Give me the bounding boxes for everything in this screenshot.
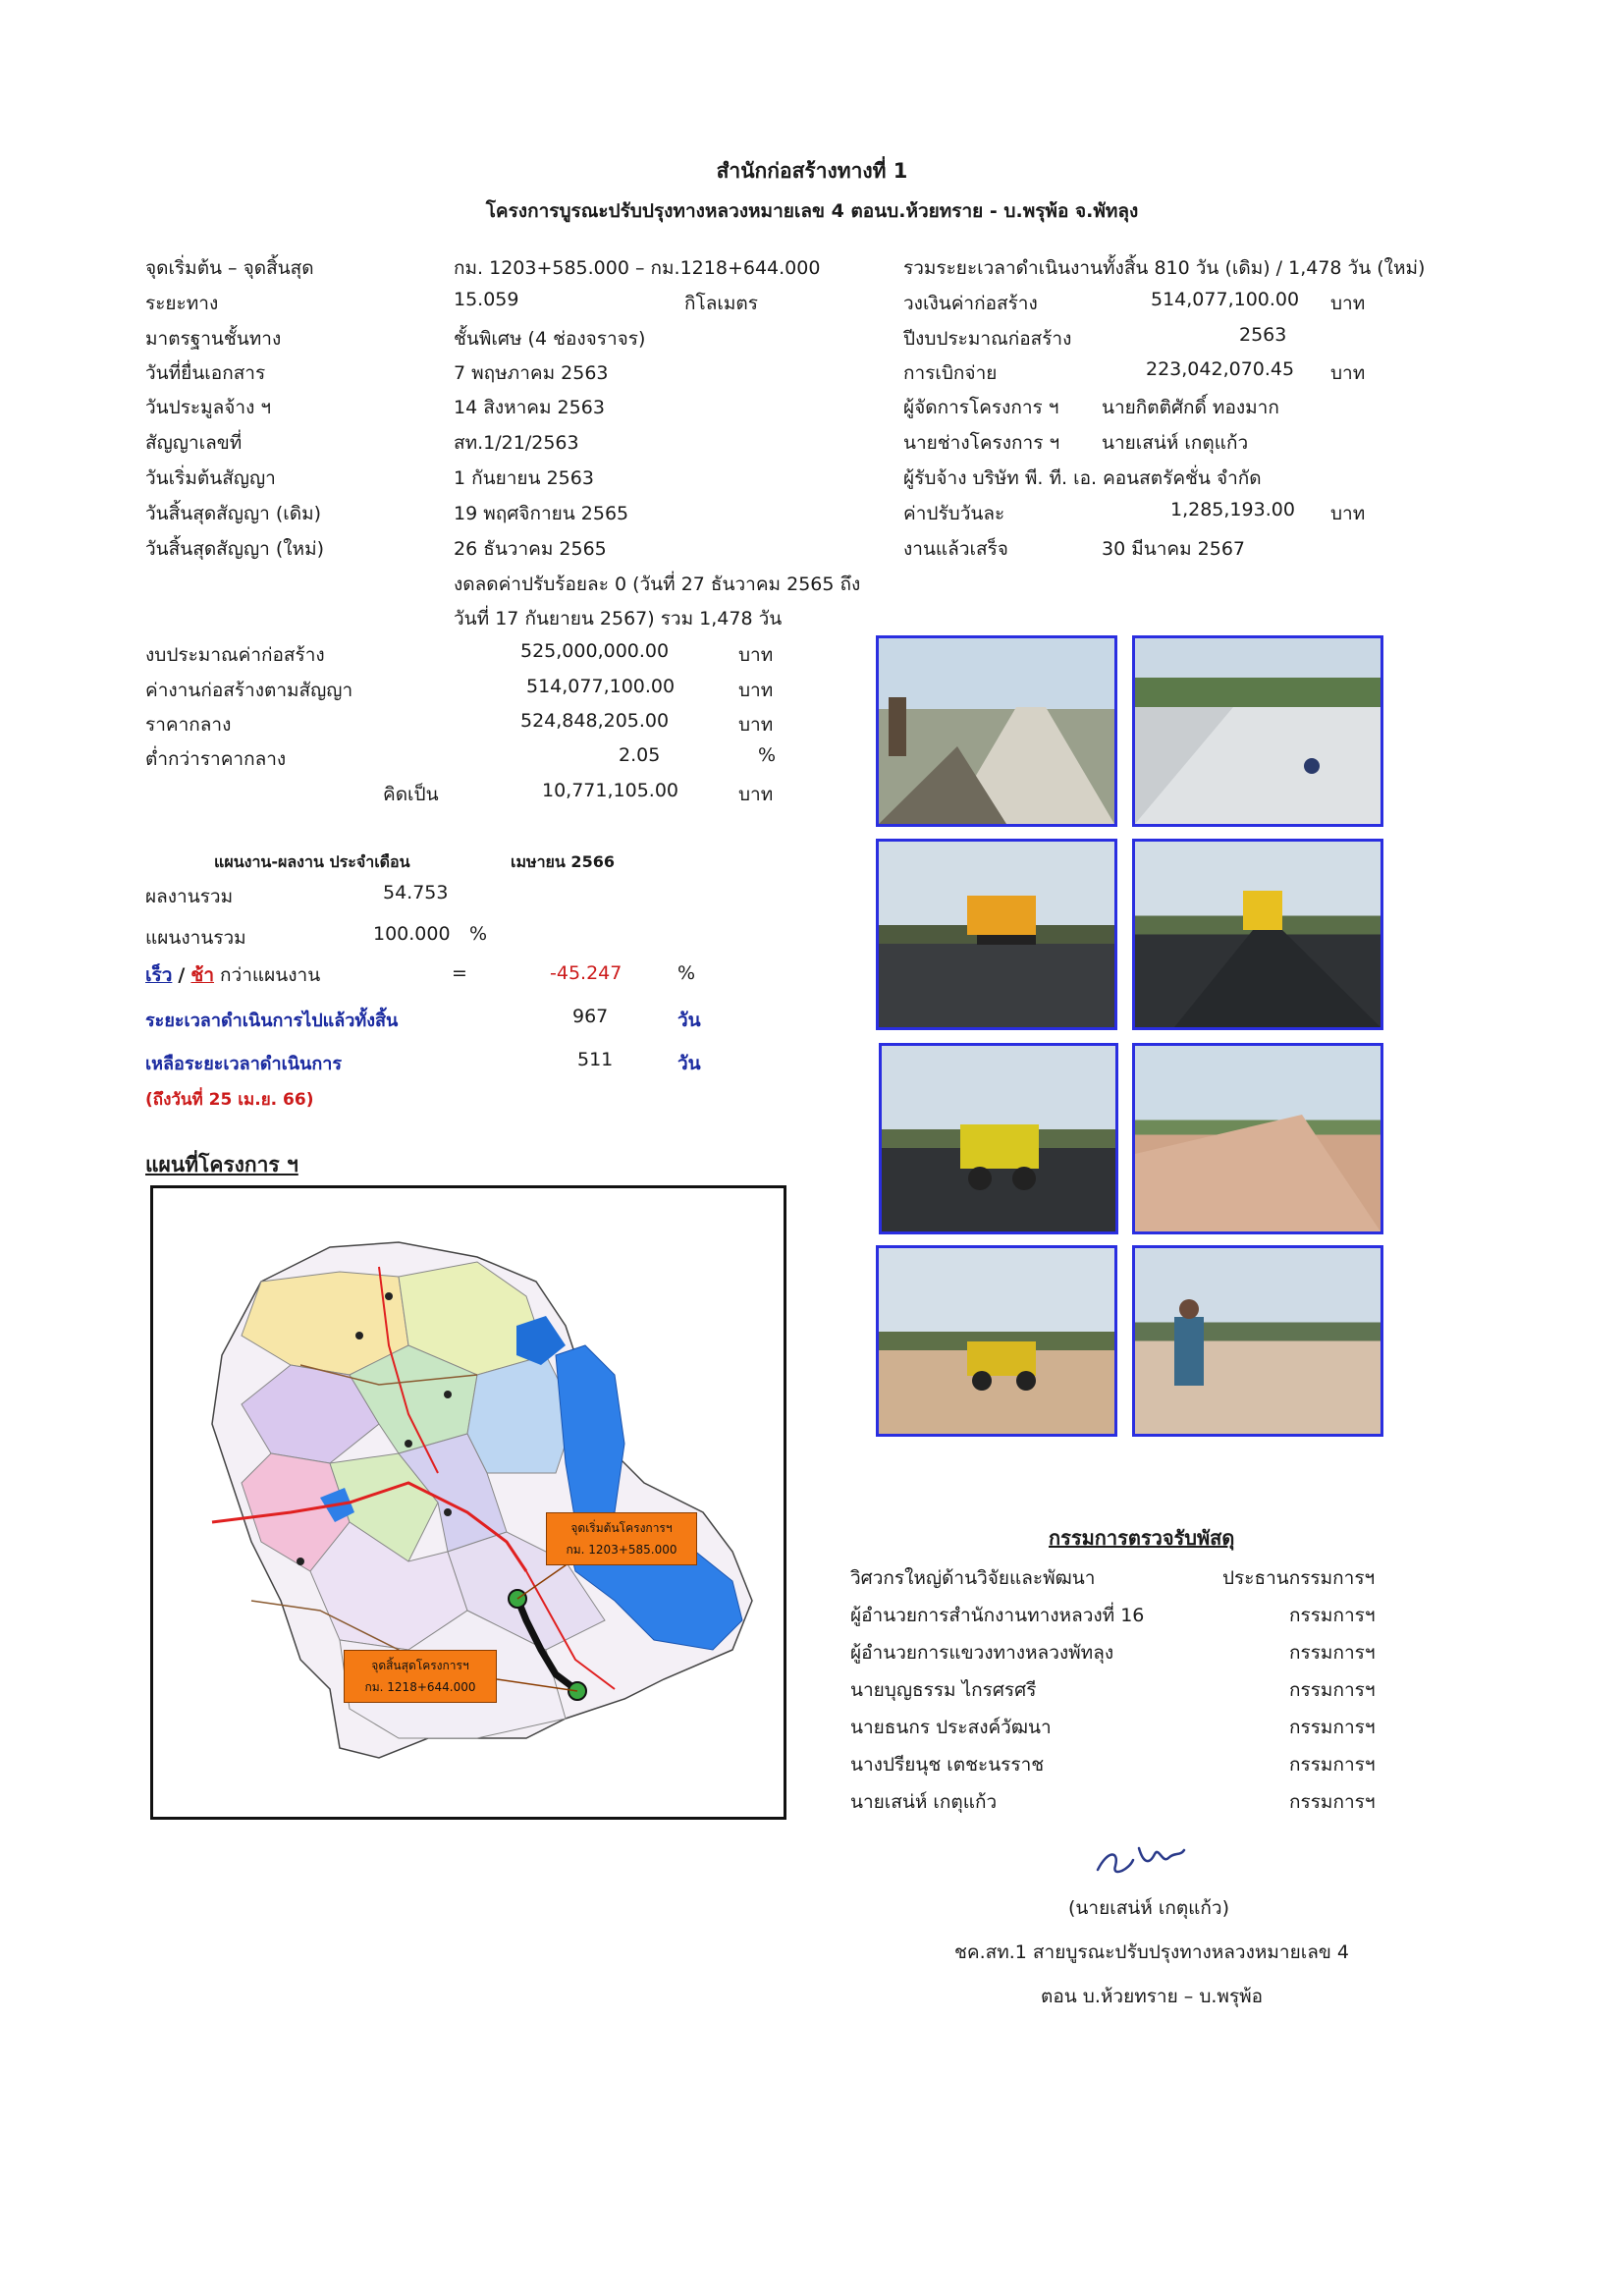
start-km: กม. 1203+585.000 (566, 1543, 677, 1557)
slow-label: ช้า (190, 964, 214, 986)
committee-member-role: กรรมการฯ (1289, 1679, 1376, 1701)
right-info-unit: บาท (1330, 293, 1366, 314)
budget-value: 10,771,105.00 (542, 780, 679, 801)
right-info-label: นายช่างโครงการ ฯ (903, 432, 1060, 454)
remain-label: เหลือระยะเวลาดำเนินการ (145, 1054, 343, 1074)
committee-member-name: ผู้อำนวยการแขวงทางหลวงพัทลุง (850, 1642, 1114, 1664)
budget-value: 514,077,100.00 (526, 676, 676, 697)
remain-unit: วัน (677, 1053, 701, 1074)
left-info-label: สัญญาเลขที่ (145, 432, 243, 454)
right-info-value: 30 มีนาคม 2567 (1102, 538, 1246, 560)
signature-image (1090, 1836, 1208, 1888)
left-info-label: วันที่ยื่นเอกสาร (145, 362, 266, 384)
diff-unit: % (677, 962, 696, 984)
construction-photo-5 (879, 1043, 1118, 1234)
plan-unit: % (469, 923, 488, 945)
elapsed-unit: วัน (677, 1010, 701, 1031)
committee-member-name: นายเสน่ห์ เกตุแก้ว (850, 1791, 998, 1813)
equals-sign: = (452, 962, 467, 984)
committee-member-role: กรรมการฯ (1289, 1791, 1376, 1813)
construction-photo-2 (1132, 635, 1383, 827)
left-info-label: วันประมูลจ้าง ฯ (145, 397, 272, 418)
left-info-label: วันเริ่มต้นสัญญา (145, 467, 276, 489)
left-info-value: 7 พฤษภาคม 2563 (454, 362, 609, 384)
left-info-value: 19 พฤศจิกายน 2565 (454, 503, 629, 524)
left-info-label: จุดเริ่มต้น – จุดสิ้นสุด (145, 257, 314, 279)
left-info-value: 14 สิงหาคม 2563 (454, 397, 605, 418)
right-info-unit: บาท (1330, 362, 1366, 384)
committee-member-role: กรรมการฯ (1289, 1642, 1376, 1664)
right-info-label: การเบิกจ่าย (903, 362, 998, 384)
right-info-value: นายกิตติศักดิ์ ทองมาก (1102, 397, 1279, 418)
compare-label: กว่าแผนงาน (220, 964, 321, 986)
construction-photo-7 (876, 1245, 1117, 1437)
committee-member-name: นายธนกร ประสงค์วัฒนา (850, 1717, 1052, 1738)
start-callout (546, 1512, 697, 1565)
left-info-value: กม. 1203+585.000 – กม.1218+644.000 (454, 257, 821, 279)
budget-unit: บาท (738, 644, 774, 666)
office-title: สำนักก่อสร้างทางที่ 1 (716, 159, 908, 183)
project-map (150, 1185, 786, 1820)
progress-month: เมษายน 2566 (511, 852, 615, 871)
right-info-label: ปีงบประมาณก่อสร้าง (903, 328, 1072, 350)
left-info-label: มาตรฐานชั้นทาง (145, 328, 282, 350)
budget-label: คิดเป็น (383, 784, 439, 805)
left-info-value: 1 กันยายน 2563 (454, 467, 594, 489)
end-km: กม. 1218+644.000 (364, 1680, 476, 1694)
left-info-label: ระยะทาง (145, 293, 219, 314)
signer-name: (นายเสน่ห์ เกตุแก้ว) (1068, 1897, 1230, 1919)
slash: / (178, 964, 186, 986)
right-info-value: นายเสน่ห์ เกตุแก้ว (1102, 432, 1249, 454)
left-info-value: 26 ธันวาคม 2565 (454, 538, 607, 560)
budget-label: งบประมาณค่าก่อสร้าง (145, 644, 325, 666)
plan-value: 100.000 (373, 923, 451, 945)
actual-value: 54.753 (383, 882, 449, 903)
diff-value: -45.247 (550, 962, 623, 984)
committee-member-role: กรรมการฯ (1289, 1605, 1376, 1626)
left-info-value: 15.059 (454, 289, 519, 310)
budget-unit: บาท (738, 784, 774, 805)
budget-value: 2.05 (619, 744, 661, 766)
committee-member-name: ผู้อำนวยการสำนักงานทางหลวงที่ 16 (850, 1605, 1145, 1626)
left-info-label: วันสิ้นสุดสัญญา (เดิม) (145, 503, 322, 524)
elapsed-label: ระยะเวลาดำเนินการไปแล้วทั้งสิ้น (145, 1011, 399, 1031)
right-info-label: งานแล้วเสร็จ (903, 538, 1008, 560)
left-info-value: ชั้นพิเศษ (4 ช่องจราจร) (454, 328, 646, 350)
right-info-value: 1,285,193.00 (1170, 499, 1295, 520)
progress-heading: แผนงาน-ผลงาน ประจำเดือน (214, 852, 410, 871)
budget-unit: บาท (738, 680, 774, 701)
right-info-value: 514,077,100.00 (1151, 289, 1300, 310)
budget-label: ค่างานก่อสร้างตามสัญญา (145, 680, 353, 701)
right-info-value: 2563 (1239, 324, 1287, 346)
committee-heading: กรรมการตรวจรับพัสดุ (1049, 1526, 1235, 1550)
note-line-2: วันที่ 17 กันยายน 2567) รวม 1,478 วัน (454, 608, 783, 629)
right-info-value: 223,042,070.45 (1146, 358, 1295, 380)
budget-label: ต่ำกว่าราคากลาง (145, 748, 287, 770)
budget-label: ราคากลาง (145, 714, 232, 736)
signer-position: ชค.สท.1 สายบูรณะปรับปรุงทางหลวงหมายเลข 4 (954, 1941, 1349, 1963)
right-info-label: ค่าปรับวันละ (903, 503, 1005, 524)
end-label: จุดสิ้นสุดโครงการฯ (371, 1659, 469, 1672)
committee-member-name: นายบุญธรรม ไกรศรศรี (850, 1679, 1037, 1701)
map-graphic (153, 1188, 784, 1817)
committee-member-role: ประธานกรรมการฯ (1222, 1567, 1376, 1589)
committee-member-role: กรรมการฯ (1289, 1754, 1376, 1776)
fast-label: เร็ว (145, 964, 173, 986)
budget-unit: บาท (738, 714, 774, 736)
right-info-label: ผู้จัดการโครงการ ฯ (903, 397, 1059, 418)
budget-value: 525,000,000.00 (520, 640, 670, 662)
plan-label: แผนงานรวม (145, 927, 246, 949)
right-info-label: ผู้รับจ้าง บริษัท พี. ที. เอ. คอนสตรัคชั่น จำกัด (903, 467, 1262, 489)
note-line-1: งดลดค่าปรับร้อยละ 0 (วันที่ 27 ธันวาคม 2565 ถึง (454, 574, 861, 595)
construction-photo-6 (1132, 1043, 1383, 1234)
committee-member-name: วิศวกรใหญ่ด้านวิจัยและพัฒนา (850, 1567, 1096, 1589)
budget-unit: % (758, 744, 777, 766)
start-label: จุดเริ่มต้นโครงการฯ (570, 1521, 673, 1535)
committee-member-role: กรรมการฯ (1289, 1717, 1376, 1738)
right-info-unit: บาท (1330, 503, 1366, 524)
map-heading: แผนที่โครงการ ฯ (145, 1153, 298, 1176)
as-of-date: (ถึงวันที่ 25 เม.ย. 66) (145, 1090, 314, 1110)
fast-slow-row (145, 960, 320, 990)
left-info-value: สท.1/21/2563 (454, 432, 579, 454)
actual-label: ผลงานรวม (145, 886, 234, 907)
right-info-label: รวมระยะเวลาดำเนินงานทั้งสิ้น 810 วัน (เดิม) / 1,478 วัน (ใหม่) (903, 257, 1426, 279)
signer-section: ตอน บ.ห้วยทราย – บ.พรุพ้อ (1041, 1986, 1264, 2007)
left-info-extra: กิโลเมตร (684, 293, 758, 314)
budget-value: 524,848,205.00 (520, 710, 670, 732)
elapsed-value: 967 (572, 1006, 609, 1027)
left-info-label: วันสิ้นสุดสัญญา (ใหม่) (145, 538, 325, 560)
right-info-label: วงเงินค่าก่อสร้าง (903, 293, 1038, 314)
remain-value: 511 (577, 1049, 614, 1070)
committee-member-name: นางปรียนุช เตชะนรราช (850, 1754, 1045, 1776)
construction-photo-8 (1132, 1245, 1383, 1437)
end-callout (344, 1650, 497, 1703)
construction-photo-3 (876, 839, 1117, 1030)
construction-photo-1 (876, 635, 1117, 827)
project-title: โครงการบูรณะปรับปรุงทางหลวงหมายเลข 4 ตอนบ.ห้วยทราย - บ.พรุพ้อ จ.พัทลุง (485, 200, 1139, 222)
construction-photo-4 (1132, 839, 1383, 1030)
